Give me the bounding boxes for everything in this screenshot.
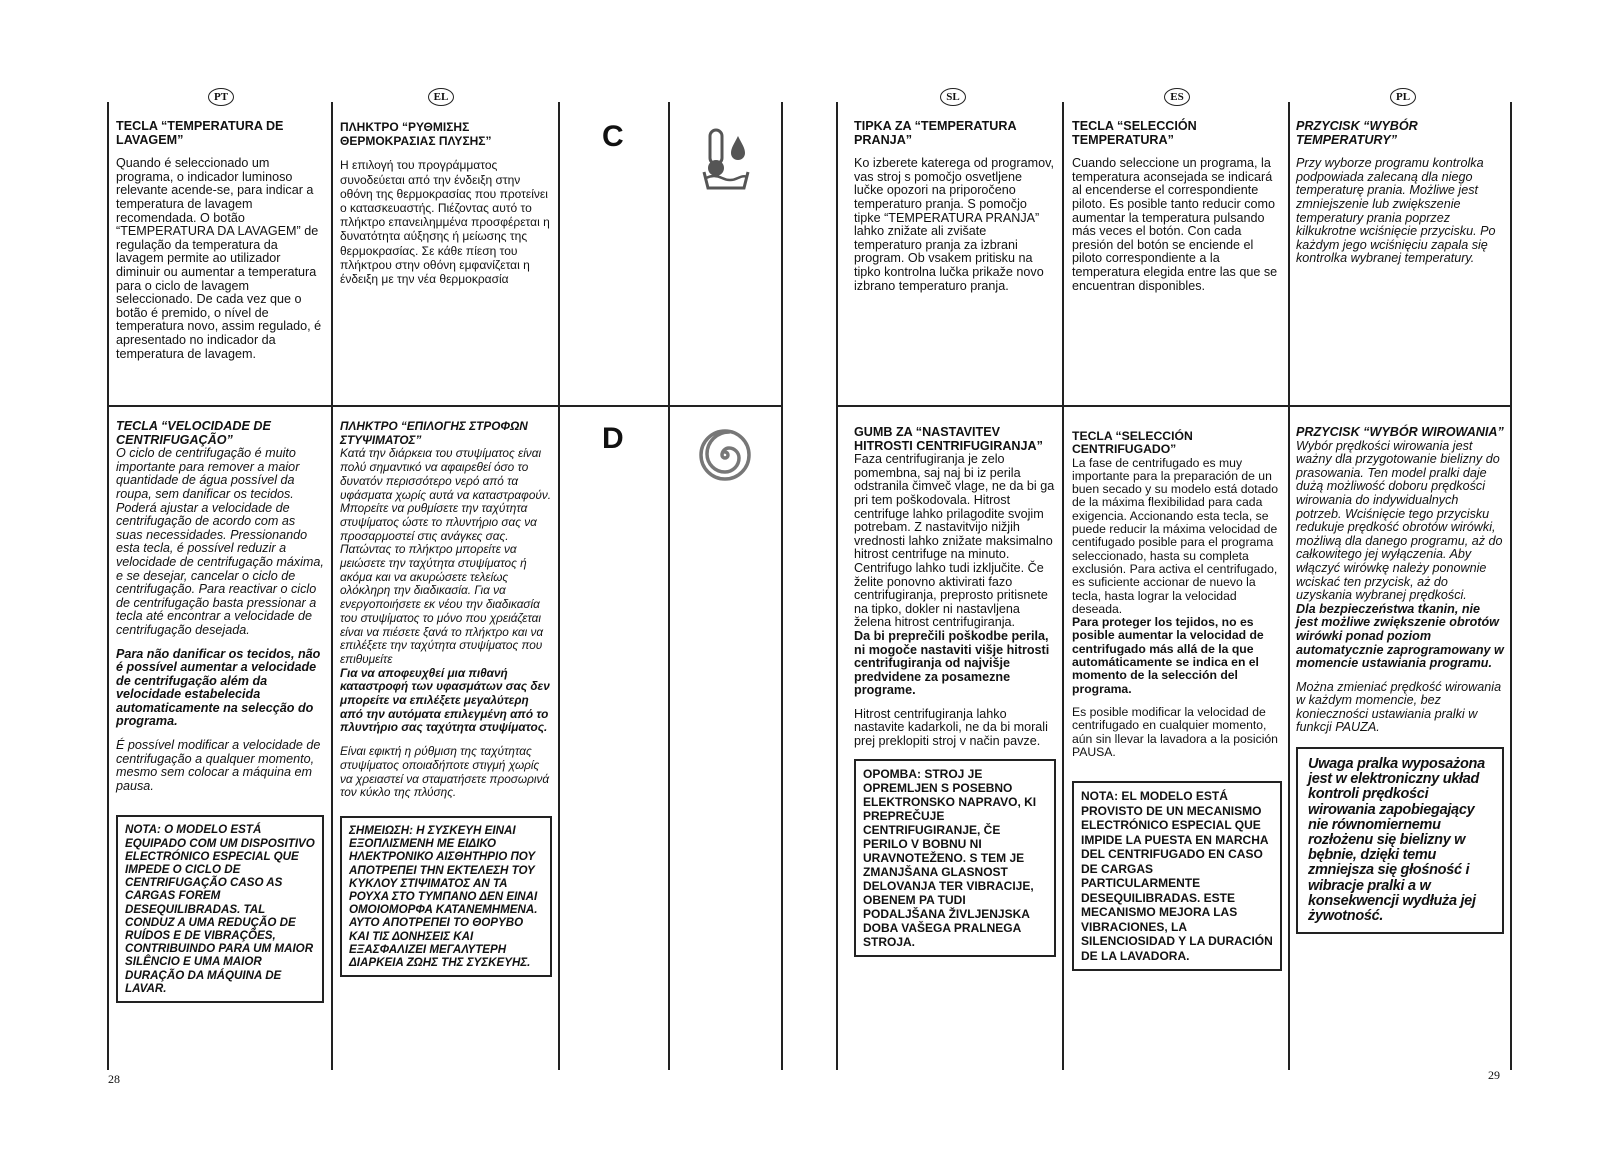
- d-pl-body: Wybór prędkości wirowania jest ważny dla przygotowanie bielizny do prasowania. Ten model pralki daje dużą możliwość doboru prędkości wirowania do indywidualnych potrzeb. Wciśnięcie tego przycisku redukuje prędkość obrotów wirówki, możliwą dla danego programu, aż do całkowitego jej wyłączenia. Aby włączyć wirówkę należy ponownie wciskać ten przycisk, aż do uzyskania wybranej prędkości.: [1296, 438, 1503, 603]
- d-es-note: NOTA: EL MODELO ESTÁ PROVISTO DE UN MECANISMO ELECTRÓNICO ESPECIAL QUE IMPIDE LA PUESTA EN MARCHA DEL CENTRIFUGADO EN CASO DE CARGAS PARTICULARMENTE DESEQUILIBRADAS. ESTE MECANISMO MEJORA LAS VIBRACIONES, LA SILENCIOSIDAD Y LA DURACIÓN DE LA LAVADORA.: [1072, 781, 1282, 971]
- c-pl-title: PRZYCISK “WYBÓR TEMPERATURY”: [1296, 119, 1418, 147]
- c-pl-body: Przy wyborze programu kontrolka podpowiada zalecaną dla niego temperaturę prania. Możliwe jest zmniejszenie lub zwiększenie temperatury prania poprzez kilkukrotne wciśnięcie przycisku. Po każdym jego wciśnięciu zapala się kontrolka wybranej temperatury.: [1296, 156, 1496, 266]
- rule: [1062, 102, 1064, 1070]
- d-pt: [116, 420, 324, 1003]
- d-el-body: Κατά την διάρκεια του στυψίματος είναι πολύ σημαντικό να αφαιρεθεί όσο το δυνατόν περισσότερο νερό από τα υφάσματα χωρίς αυτά να καταστραφούν. Μπορείτε να ρυθμίσετε την ταχύτητα στυψίματος ώστε το πλυντήριο σας να προσαρμοστεί στις ανάγκες σας. Πατώντας το πλήκτρο μπορείτε να μειώσετε την ταχύτητα στυψίματος ή ακόμα και να ακυρώσετε τελείως ολόκληρη την διαδικασία. Για να ενεργοποιήσετε εκ νέου την διαδικασία του στυψίματος το μόνο που χρειάζεται είναι να πιέσετε ξανά το πλήκτρο και να επιλέξετε την ταχύτητα στυψίματος που επιθυμείτε: [340, 446, 552, 666]
- c-pt: [116, 120, 322, 361]
- d-es: [1072, 430, 1282, 971]
- d-pl-note: Uwaga pralka wyposażona jest w elektroniczny układ kontroli prędkości wirowania zapobiegający nie równomiernemu rozłożenu się bielizny w bębnie, dzięki temu zmniejsza się głośność i wibracje pralki a w konsekwencji wydłuża jej żywotność.: [1296, 747, 1504, 934]
- section-divider: [107, 405, 781, 407]
- spin-icon: [698, 428, 752, 482]
- section-divider: [836, 405, 1512, 407]
- c-sl: [854, 120, 1054, 293]
- d-pl-body-2: Można zmieniać prędkość wirowania w każdym momencie, bez konieczności ustawiania pralki w funkcji PAUZA.: [1296, 679, 1502, 735]
- d-el-title: ΠΛΗΚΤΡΟ “ΕΠΙΛΟΓΗΣ ΣΤΡΟΦΩΝ ΣΤΥΨΙΜΑΤΟΣ”: [340, 419, 528, 447]
- d-el-note: ΣΗΜΕΙΩΣΗ: Η ΣΥΣΚΕΥΗ ΕΙΝΑΙ ΕΞΟΠΛΙΣΜΕΝΗ ΜΕ ΕΙΔΙΚΟ ΗΛΕΚΤΡΟΝΙΚΟ ΑΙΣΘΗΤΗΡΙΟ ΠΟΥ ΑΠΟΤΡΕΠΕΙ ΤΗΝ ΕΚΤΕΛΕΣΗ ΤΟΥ ΚΥΚΛΟΥ ΣΤΙΨΙΜΑΤΟΣ ΑΝ ΤΑ ΡΟΥΧΑ ΣΤΟ ΤΥΜΠΑΝΟ ΔΕΝ ΕΙΝΑΙ ΟΜΟΙΟΜΟΡΦΑ ΚΑΤΑΝΕΜΗΜΕΝΑ. ΑΥΤΟ ΑΠΟΤΡΕΠΕΙ ΤΟ ΘΟΡΥΒΟ ΚΑΙ ΤΙΣ ΔΟΝΗΣΕΙΣ ΚΑΙ ΕΞΑΣΦΑΛΙΖΕΙ ΜΕΓΑΛΥΤΕΡΗ ΔΙΑΡΚΕΙΑ ΖΩΗΣ ΤΗΣ ΣΥΣΚΕΥΗΣ.: [340, 816, 552, 977]
- rule: [781, 102, 783, 1070]
- d-pt-body: O ciclo de centrifugação é muito importante para remover a maior quantidade de água possível da roupa, sem danificar os tecidos. Poderá ajustar a velocidade de centrifugação de acordo com as suas necessidades. Pressionando esta tecla, é possível reduzir a velocidade de centrifugação máxima, e se desejar, cancelar o ciclo de centrifugação. Para reactivar o ciclo de centrifugação basta pressionar a tecla até encontrar a velocidade de centrifugação desejada.: [116, 446, 324, 637]
- c-el-title: ΠΛΗΚΤΡΟ “ΡΥΘΜΙΣΗΣ ΘΕΡΜΟΚΡΑΣΙΑΣ ΠΛΥΣΗΣ”: [340, 120, 492, 149]
- d-el-body-2: Είναι εφικτή η ρύθμιση της ταχύτητας στυψίματος οποιαδήποτε στιγμή χωρίς να χρειαστεί να σταματήσετε προσωρινά τον κύκλο της πλύσης.: [340, 744, 550, 800]
- rule: [558, 102, 560, 1070]
- c-pt-body: Quando é seleccionado um programa, o indicador luminoso relevante acende-se, para indicar a temperatura de lavagem recomendada. O botão “TEMPERATURA DA LAVAGEM” de regulação da temperatura da lavagem permite ao utilizador diminuir ou aumentar a temperatura para o ciclo de lavagem seleccionado. De cada vez que o botão é premido, o nível de temperatura novo, assim regulado, é apresentado no indicador da temperatura de lavagem.: [116, 156, 322, 361]
- badge-sl: SL: [940, 88, 966, 106]
- c-el: [340, 120, 552, 286]
- d-es-body: La fase de centrifugado es muy importante para la preparación de un buen secado y su modelo está dotado de la máxima flexibilidad para cada exigencia. Accionando esta tecla, se puede reducir la máxima velocidad de centifugado posible para el programa seleccionado, hasta su completa exclusión. Para activa el centrifugado, es suficiente accionar de nuevo la tecla, hasta lograr la velocidad deseada.: [1072, 455, 1278, 616]
- d-pl-title: PRZYCISK “WYBÓR WIROWANIA”: [1296, 425, 1504, 439]
- c-es: [1072, 120, 1282, 293]
- rule: [1510, 102, 1512, 1070]
- temperature-icon: [700, 126, 752, 192]
- c-pt-title: TECLA “TEMPERATURA DE LAVAGEM”: [116, 119, 284, 147]
- rule: [836, 102, 838, 1070]
- d-pt-warning: Para não danificar os tecidos, não é possível aumentar a velocidade de centrifugação além da velocidade estabelecida automaticamente na selecção do programa.: [116, 646, 321, 729]
- page-number-right: 29: [1488, 1068, 1500, 1082]
- rule: [668, 102, 670, 1070]
- badge-pl: PL: [1390, 88, 1416, 106]
- d-es-warning: Para proteger los tejidos, no es posible aumentar la velocidad de centrifugado más allá de la que automáticamente se indica en el momento de la selección del programa.: [1072, 615, 1264, 696]
- d-es-title: TECLA “SELECCIÓN CENTRIFUGADO”: [1072, 429, 1193, 457]
- c-es-title: TECLA “SELECCIÓN TEMPERATURA”: [1072, 119, 1197, 147]
- d-sl-title: GUMB ZA “NASTAVITEV HITROSTI CENTRIFUGIRANJA”: [854, 425, 1043, 453]
- c-sl-body: Ko izberete katerega od programov, vas stroj s pomočjo osvetljene lučke opozori na priporočeno temperaturo pranja. S pomočjo tipke “TEMPERATURA PRANJA” lahko znižate ali zvišate temperaturo pranja za izbrani program. Ob vsakem pritisku na tipko kontrolna lučka prikaže novo izbrano temperaturo pranja.: [854, 156, 1054, 293]
- d-es-body-2: Es posible modificar la velocidad de centrifugado en cualquier momento, aún sin llevar la lavadora a la posición PAUSA.: [1072, 704, 1278, 759]
- badge-el: EL: [428, 88, 454, 106]
- c-sl-title: TIPKA ZA “TEMPERATURA PRANJA”: [854, 119, 1017, 147]
- d-pt-title: TECLA “VELOCIDADE DE CENTRIFUGAÇÃO”: [116, 419, 271, 447]
- c-pl: [1296, 120, 1502, 266]
- d-el: [340, 420, 552, 977]
- section-letter-c: C: [602, 120, 624, 153]
- c-el-body: Η επιλογή του προγράμματος συνοδεύεται από την ένδειξη στην οθόνη της θερμοκρασίας που προτείνει ο κατασκευαστής. Πιέζοντας αυτό το πλήκτρο επανειλημμένα προσφέρεται η δυνατότητα αύξησης ή μείωσης της θερμοκρασίας. Σε κάθε πίεση του πλήκτρου στην οθόνη εμφανίζεται η ένδειξη με την νέα θερμοκρασία: [340, 158, 550, 287]
- rule: [107, 102, 109, 1070]
- d-pl-warning: Dla bezpieczeństwa tkanin, nie jest możliwe zwiększenie obrotów wirówki ponad poziom automatycznie zaprogramowany w momencie ustawiania programu.: [1296, 601, 1504, 671]
- d-pt-note: NOTA: O MODELO ESTÁ EQUIPADO COM UM DISPOSITIVO ELECTRÓNICO ESPECIAL QUE IMPEDE O CICLO DE CENTRIFUGAÇÃO CASO AS CARGAS FOREM DESEQUILIBRADAS. TAL CONDUZ A UMA REDUÇÃO DE RUÍDOS E DE VIBRAÇÕES, CONTRIBUINDO PARA UM MAIOR SILÊNCIO E UMA MAIOR DURAÇÃO DA MÁQUINA DE LAVAR.: [116, 815, 324, 1003]
- badge-es: ES: [1164, 88, 1190, 106]
- d-sl-body: Faza centrifugiranja je zelo pomembna, saj naj bi iz perila odstranila čimveč vlage, ne da bi ga pri tem poškodovala. Hitrost centrifuge lahko prilagodite svojim potrebam. Z nastavitvijo nižjih vrednosti lahko znižate maksimalno hitrost centrifuge na minuto. Centrifugo lahko tudi izključite. Če želite ponovno aktivirati fazo centrifugiranja, preprosto pritisnete na tipko, dokler ni nastavljena želena hitrost centrifugiranja.: [854, 452, 1055, 630]
- c-es-body: Cuando seleccione un programa, la temperatura aconsejada se indicará al encenderse el correspondiente piloto. Es posible tanto reducir como aumentar la temperatura pulsando más veces el botón. Con cada presión del botón se enciende el piloto correspondiente a la temperatura elegida entre las que se encuentran disponibles.: [1072, 156, 1278, 293]
- d-sl-note: OPOMBA: STROJ JE OPREMLJEN S POSEBNO ELEKTRONSKO NAPRAVO, KI PREPREČUJE CENTRIFUGIRANJE, ČE PERILO V BOBNU NI URAVNOTEŽENO. S TEM JE ZMANJŠANA GLASNOST DELOVANJA TER VIBRACIJE, OBENEM PA TUDI PODALJŠANA ŽIVLJENJSKA DOBA VAŠEGA PRALNEGA STROJA.: [854, 759, 1056, 957]
- section-letter-d: D: [602, 422, 624, 455]
- rule: [331, 102, 333, 1070]
- page-number-left: 28: [108, 1072, 120, 1086]
- d-sl-warning: Da bi preprečili poškodbe perila, ni mogoče nastaviti višje hitrosti centrifugiranja od najvišje predvidene za posamezne programe.: [854, 628, 1050, 698]
- rule: [1288, 102, 1290, 1070]
- d-pl: [1296, 426, 1504, 934]
- d-el-warning: Για να αποφευχθεί μια πιθανή καταστροφή των υφασμάτων σας δεν μπορείτε να επιλέξετε μεγαλύτερη από την αυτόματα επιλεγμένη από το πλυντήριο σας ταχύτητα στυψίματος.: [340, 665, 550, 735]
- d-sl: [854, 426, 1056, 957]
- d-pt-body-2: É possível modificar a velocidade de centrifugação a qualquer momento, mesmo sem colocar a máquina em pausa.: [116, 738, 321, 793]
- badge-pt: PT: [208, 88, 234, 106]
- d-sl-body-2: Hitrost centrifugiranja lahko nastavite kadarkoli, ne da bi morali prej preklopiti stroj v način pavze.: [854, 706, 1048, 749]
